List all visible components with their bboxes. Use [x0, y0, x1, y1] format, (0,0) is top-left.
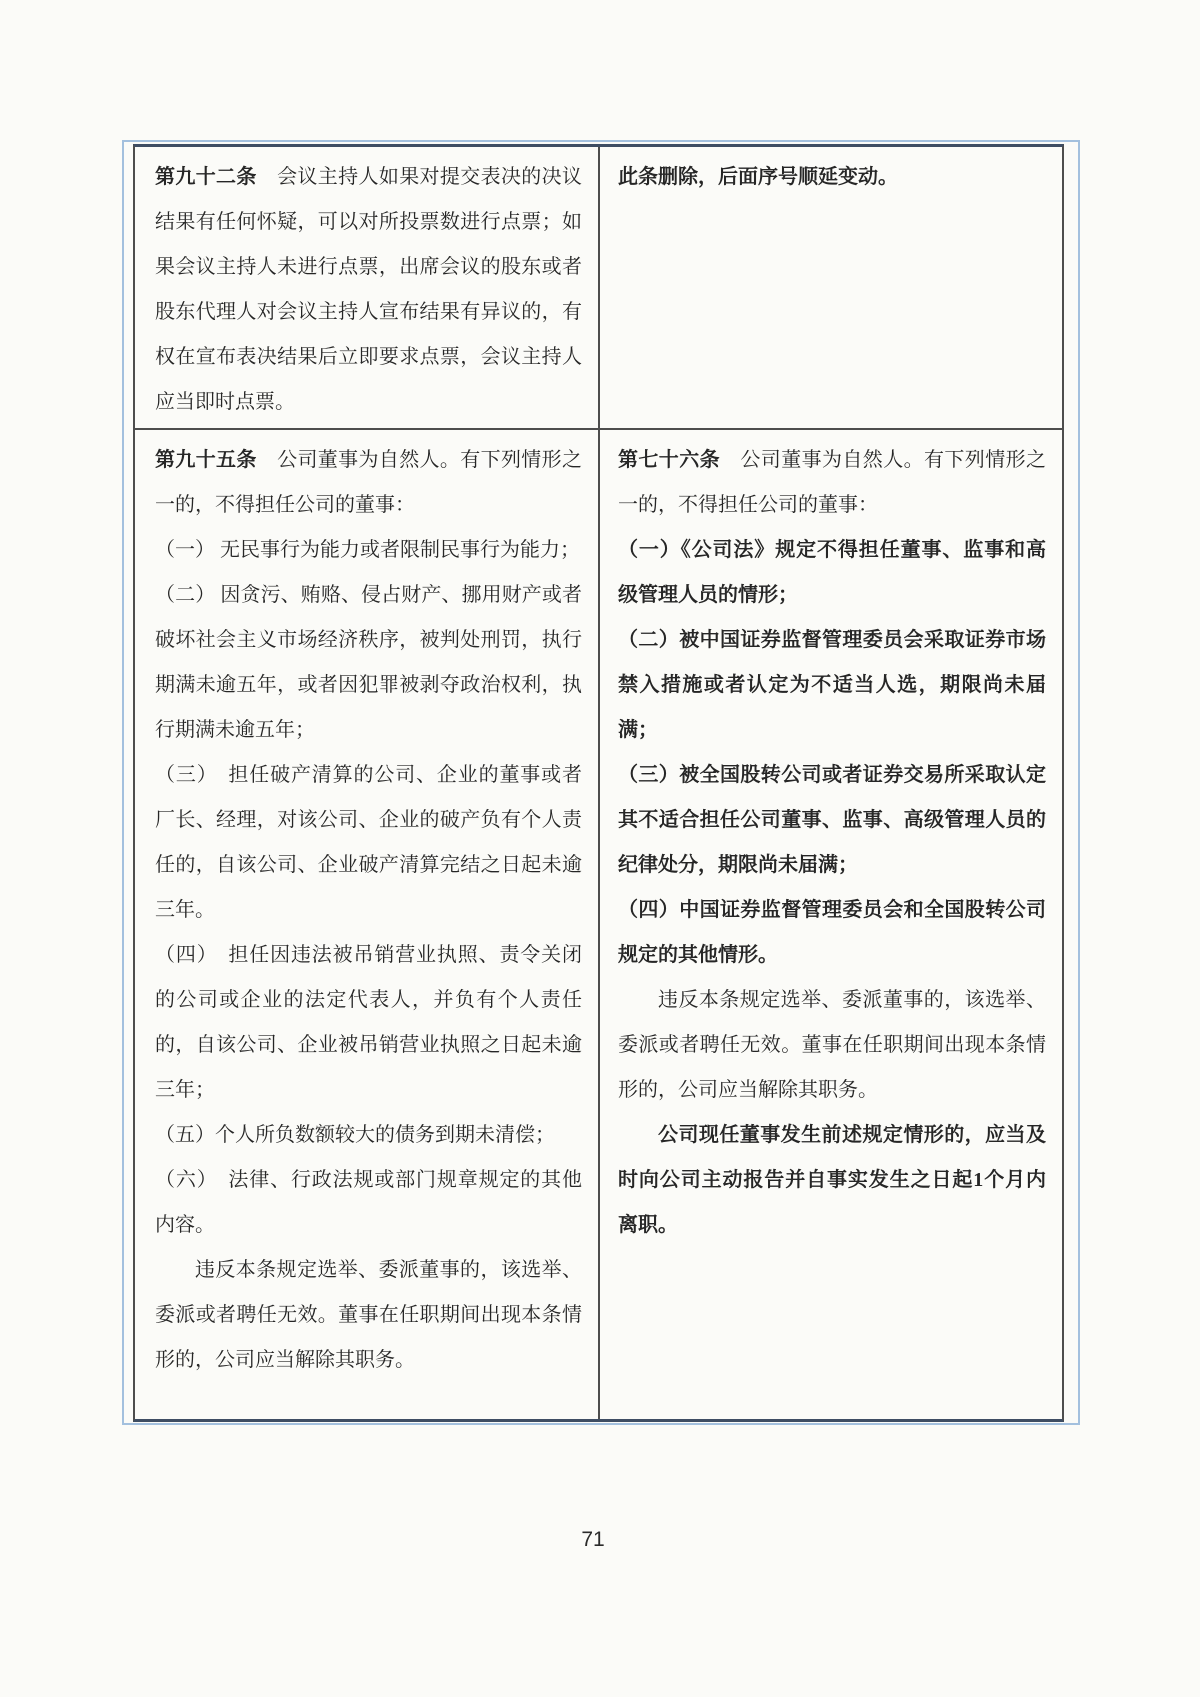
paragraph — [618, 888, 1046, 978]
text-run: 违反本条规定选举、委派董事的，该选举、委派或者聘任无效。董事在任职期间出现本条情形的，公司应当解除其职务。 — [155, 1259, 582, 1371]
paragraph — [155, 753, 582, 933]
text-run: 违反本条规定选举、委派董事的，该选举、委派或者聘任无效。董事在任职期间出现本条情形的，公司应当解除其职务。 — [618, 989, 1046, 1101]
revision-table — [133, 144, 1064, 1422]
text-run: （六） 法律、行政法规或部门规章规定的其他内容。 — [155, 1169, 582, 1236]
row-1-old-cell — [135, 147, 600, 428]
table-row — [135, 430, 1062, 1419]
paragraph — [618, 438, 1046, 528]
paragraph — [618, 978, 1046, 1113]
paragraph — [618, 155, 1046, 200]
paragraph — [155, 933, 582, 1113]
paragraph — [618, 528, 1046, 618]
paragraph — [155, 573, 582, 753]
page-number: 71 — [581, 1528, 605, 1551]
row-2-new-cell — [600, 430, 1062, 1419]
text-run: （一）《公司法》规定不得担任董事、监事和高级管理人员的情形； — [618, 539, 1046, 606]
text-run: 第九十二条 — [155, 166, 278, 188]
paragraph — [155, 1248, 582, 1383]
text-run: （二） 因贪污、贿赂、侵占财产、挪用财产或者破坏社会主义市场经济秩序，被判处刑罚，执行期满未逾五年，或者因犯罪被剥夺政治权利，执行期满未逾五年； — [155, 584, 582, 741]
text-run: 公司董事为自然人。有下列情形之一的，不得担任公司的董事： — [618, 449, 1047, 516]
text-run: （二）被中国证券监督管理委员会采取证券市场禁入措施或者认定为不适当人选，期限尚未届满； — [618, 629, 1046, 741]
text-run: 第七十六条 — [618, 449, 741, 471]
text-run: （三） 担任破产清算的公司、企业的董事或者厂长、经理，对该公司、企业的破产负有个人责任的，自该公司、企业破产清算完结之日起未逾三年。 — [155, 764, 582, 921]
text-run: （一） 无民事行为能力或者限制民事行为能力； — [155, 539, 580, 561]
text-run: 公司现任董事发生前述规定情形的，应当及时向公司主动报告并自事实发生之日起1个月内离职。 — [618, 1124, 1046, 1236]
text-run: （五）个人所负数额较大的债务到期未清偿； — [155, 1124, 555, 1146]
paragraph — [618, 1113, 1046, 1248]
paragraph — [155, 1113, 582, 1158]
text-run: （四） 担任因违法被吊销营业执照、责令关闭的公司或企业的法定代表人，并负有个人责任的，自该公司、企业被吊销营业执照之日起未逾三年； — [155, 944, 582, 1101]
paragraph — [618, 753, 1046, 888]
paragraph — [618, 618, 1046, 753]
paragraph — [155, 155, 582, 425]
text-run: （三）被全国股转公司或者证券交易所采取认定其不适合担任公司董事、监事、高级管理人员的纪律处分，期限尚未届满； — [618, 764, 1046, 876]
row-1-new-cell — [600, 147, 1062, 428]
table-row — [135, 147, 1062, 430]
paragraph — [155, 1158, 582, 1248]
text-run: 此条删除，后面序号顺延变动。 — [618, 166, 898, 188]
text-run: 公司董事为自然人。有下列情形之一的，不得担任公司的董事： — [155, 449, 583, 516]
text-run: 会议主持人如果对提交表决的决议结果有任何怀疑，可以对所投票数进行点票；如果会议主持人未进行点票，出席会议的股东或者股东代理人对会议主持人宣布结果有异议的，有权在宣布表决结果后立即要求点票，会议主持人应当即时点票。 — [155, 166, 583, 413]
text-run: （四）中国证券监督管理委员会和全国股转公司规定的其他情形。 — [618, 899, 1046, 966]
paragraph — [155, 438, 582, 528]
text-run: 第九十五条 — [155, 449, 278, 471]
paragraph — [155, 528, 582, 573]
row-2-old-cell — [135, 430, 600, 1419]
